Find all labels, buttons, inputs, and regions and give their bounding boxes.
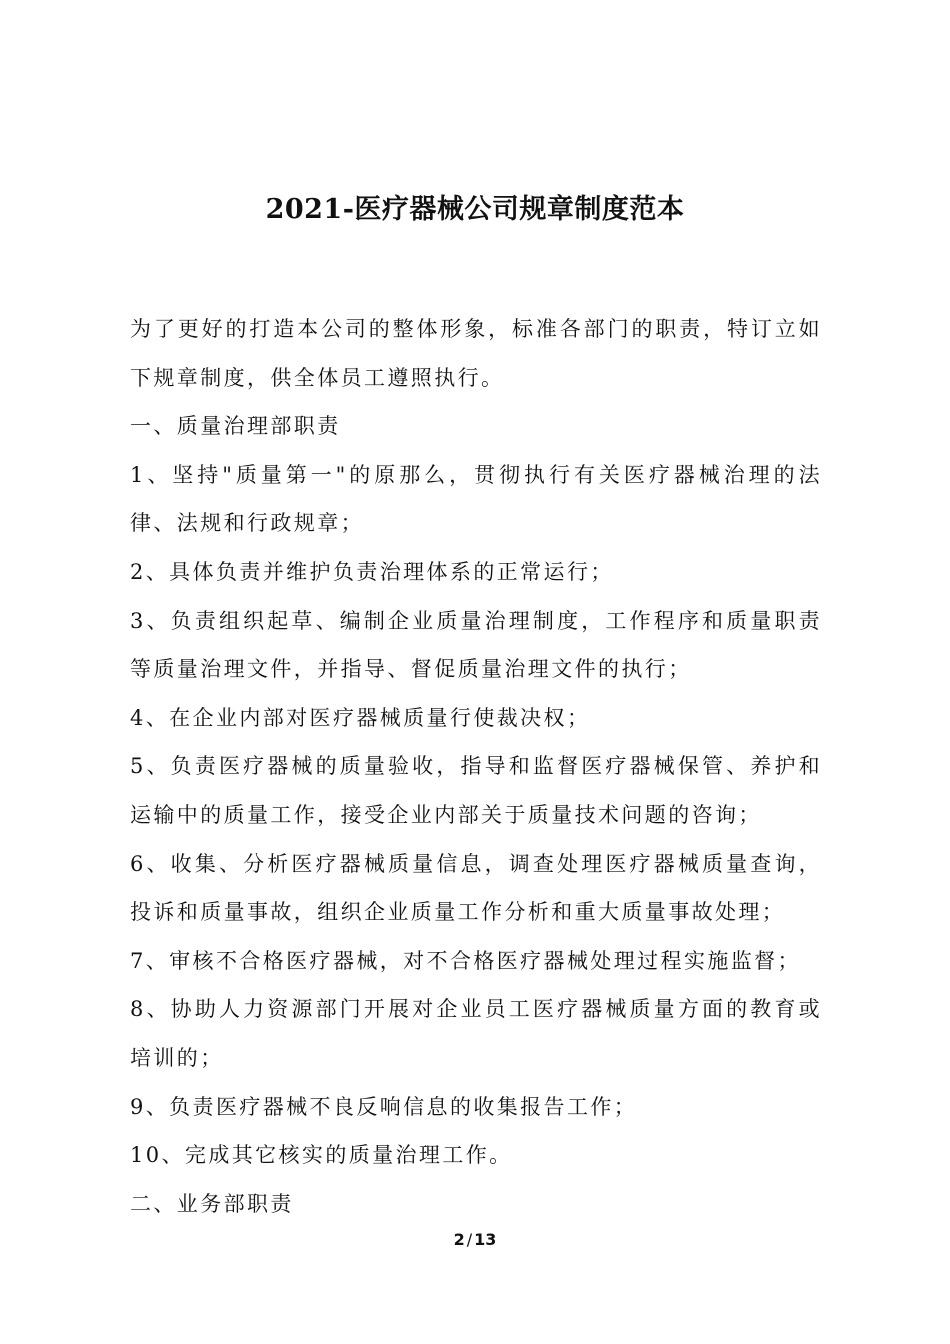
document-body xyxy=(130,305,822,1228)
paragraph-item-6: 6、收集、分析医疗器械质量信息，调查处理医疗器械质量查询，投诉和质量事故，组织企业质量工作分析和重大质量事故处理； xyxy=(130,851,822,925)
paragraph-item-1: 1、坚持"质量第一"的原那么，贯彻执行有关医疗器械治理的法律、法规和行政规章； xyxy=(130,462,822,536)
paragraph-item-3: 3、负责组织起草、编制企业质量治理制度，工作程序和质量职责等质量治理文件，并指导、督促质量治理文件的执行； xyxy=(130,608,822,682)
page-number-separator: / xyxy=(466,1230,473,1249)
paragraph-item-5: 5、负责医疗器械的质量验收，指导和监督医疗器械保管、养护和运输中的质量工作，接受企业内部关于质量技术问题的咨询； xyxy=(130,754,822,827)
section-heading-quality-dept: 一、质量治理部职责 xyxy=(130,414,341,439)
paragraph-item-8: 8、协助人力资源部门开展对企业员工医疗器械质量方面的教育或培训的； xyxy=(130,997,822,1070)
page-number xyxy=(0,1228,950,1252)
paragraph-item-9: 9、负责医疗器械不良反响信息的收集报告工作； xyxy=(130,1094,638,1119)
section-heading-business-dept: 二、业务部职责 xyxy=(130,1191,294,1216)
paragraph-intro: 为了更好的打造本公司的整体形象，标准各部门的职责，特订立如下规章制度，供全体员工遵照执行。 xyxy=(130,317,822,390)
paragraph-item-10: 10、完成其它核实的质量治理工作。 xyxy=(130,1143,513,1168)
total-pages-number: 13 xyxy=(474,1230,497,1249)
document-title: 2021-医疗器械公司规章制度范本 xyxy=(265,194,685,225)
current-page-number: 2 xyxy=(453,1230,465,1249)
paragraph-item-2: 2、具体负责并维护负责治理体系的正常运行； xyxy=(130,559,614,584)
paragraph-item-4: 4、在企业内部对医疗器械质量行使裁决权； xyxy=(130,705,591,730)
paragraph-item-7: 7、审核不合格医疗器械，对不合格医疗器械处理过程实施监督； xyxy=(130,948,801,973)
